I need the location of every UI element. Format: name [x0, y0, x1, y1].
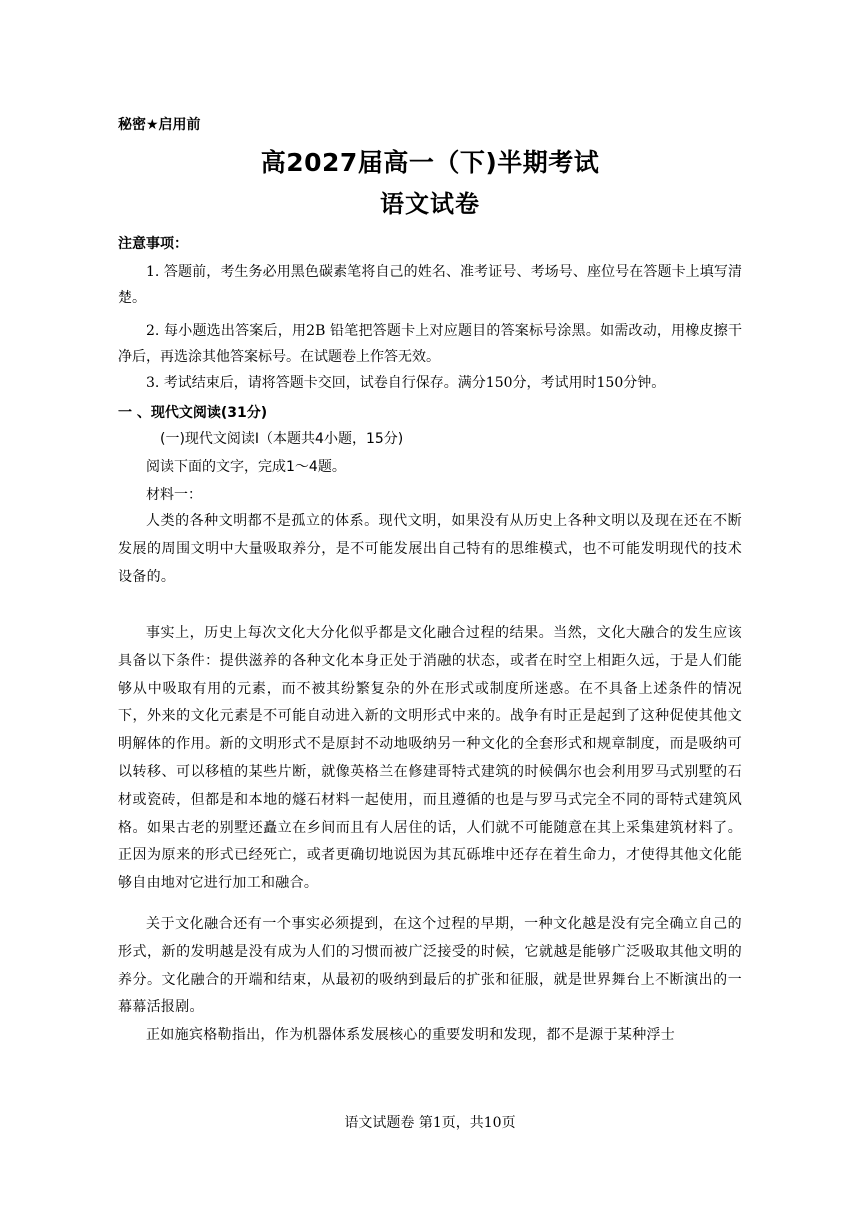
confidential-label: 秘密★启用前	[118, 117, 201, 133]
notice-item-2: 2. 每小题选出答案后，用2B 铅笔把答题卡上对应题目的答案标号涂黑。如需改动，用橡皮擦干净后，再选涂其他答案标号。在试题卷上作答无效。	[118, 323, 742, 365]
exam-title: 高2027届高一（下)半期考试	[260, 148, 600, 177]
notice-item-1: 1. 答题前，考生务必用黑色碳素笔将自己的姓名、准考证号、考场号、座位号在答题卡上填写清楚。	[118, 264, 742, 306]
section-heading: 一 、现代文阅读(31分)	[118, 405, 268, 421]
passage-paragraph-3: 关于文化融合还有一个事实必须提到，在这个过程的早期，一种文化越是没有完全确立自己的形式，新的发明越是没有成为人们的习惯而被广泛接受的时候，它就越是能够广泛吸取其他文明的养分。文化融合的开端和结束，从最初的吸纳到最后的扩张和征服，就是世界舞台上不断演出的一幕幕活报剧。	[118, 916, 742, 1016]
passage-paragraph-1: 人类的各种文明都不是孤立的体系。现代文明，如果没有从历史上各种文明以及现在还在不断发展的周围文明中大量吸取养分，是不可能发展出自己特有的思维模式，也不可能发明现代的技术设备的。	[118, 513, 742, 585]
notice-heading: 注意事项：	[118, 236, 188, 252]
reading-instruction: 阅读下面的文字，完成1～4题。	[146, 459, 346, 475]
passage-paragraph-4: 正如施宾格勒指出，作为机器体系发展核心的重要发明和发现，都不是源于某种浮士	[146, 1027, 676, 1043]
notice-item-3: 3. 考试结束后，请将答题卡交回，试卷自行保存。满分150分，考试用时150分钟。	[146, 375, 666, 391]
material-label: 材料一：	[146, 487, 202, 503]
passage-paragraph-2: 事实上，历史上每次文化大分化似乎都是文化融合过程的结果。当然，文化大融合的发生应该具备以下条件：提供滋养的各种文化本身正处于消融的状态，或者在时空上相距久远，于是人们能够从中吸取有用的元素，而不被其纷繁复杂的外在形式或制度所迷惑。在不具备上述条件的情况下，外来的文化元素是不可能自动进入新的文明形式中来的。战争有时正是起到了这种促使其他文明解体的作用。新的文明形式不是原封不动地吸纳另一种文化的全套形式和规章制度，而是吸纳可以转移、可以移植的某些片断，就像英格兰在修建哥特式建筑的时候偶尔也会利用罗马式别墅的石材或瓷砖，但都是和本地的燧石材料一起使用，而且遵循的也是与罗马式完全不同的哥特式建筑风格。如果古老的别墅还矗立在乡间而且有人居住的话，人们就不可能随意在其上采集建筑材料了。正因为原来的形式已经死亡，或者更确切地说因为其瓦砾堆中还存在着生命力，才使得其他文化能够自由地对它进行加工和融合。	[118, 625, 742, 892]
page-footer: 语文试题卷 第1页，共10页	[344, 1115, 516, 1131]
exam-subtitle: 语文试卷	[380, 190, 480, 218]
section-subheading: (一)现代文阅读I（本题共4小题，15分)	[160, 431, 404, 447]
